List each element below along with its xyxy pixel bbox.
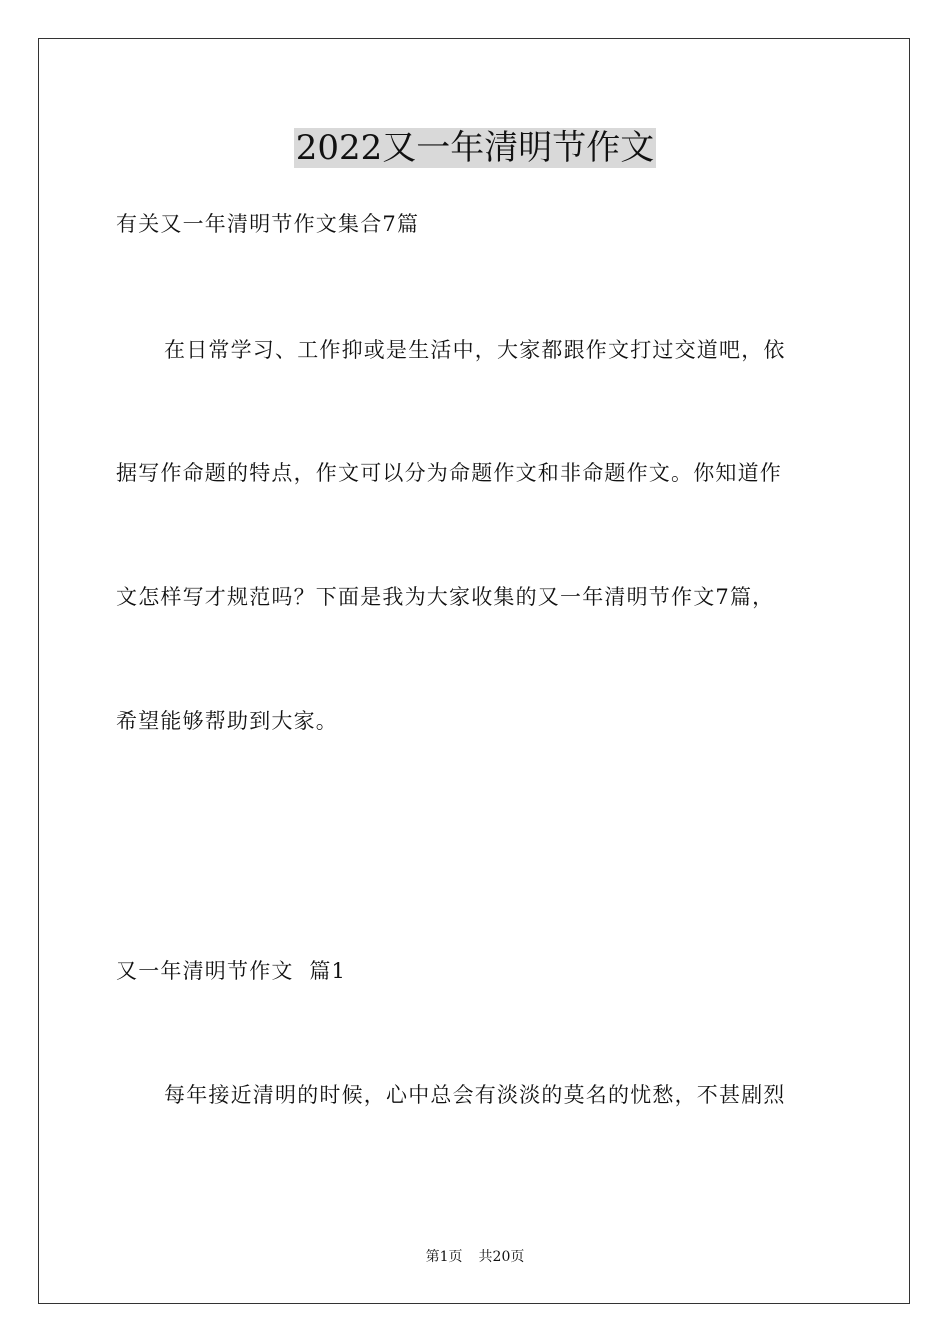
intro-line-2: 据写作命题的特点，作文可以分为命题作文和非命题作文。你知道作 [116,461,782,485]
section-heading: 又一年清明节作文 篇1 [116,959,347,983]
page-total: 共20页 [478,1249,525,1265]
document-title: 2022又一年清明节作文 [295,128,655,168]
page-number: 第1页 [425,1249,463,1265]
intro-line-1: 在日常学习、工作抑或是生活中，大家都跟作文打过交道吧，依 [164,338,786,362]
page-footer [0,1247,950,1267]
intro-line-4: 希望能够帮助到大家。 [116,709,338,733]
document-subtitle: 有关又一年清明节作文集合7篇 [116,212,420,236]
document-title-container [0,124,950,172]
intro-line-3: 文怎样写才规范吗？下面是我为大家收集的又一年清明节作文7篇， [116,585,775,609]
section-line-1: 每年接近清明的时候，心中总会有淡淡的莫名的忧愁，不甚剧烈 [164,1083,786,1107]
